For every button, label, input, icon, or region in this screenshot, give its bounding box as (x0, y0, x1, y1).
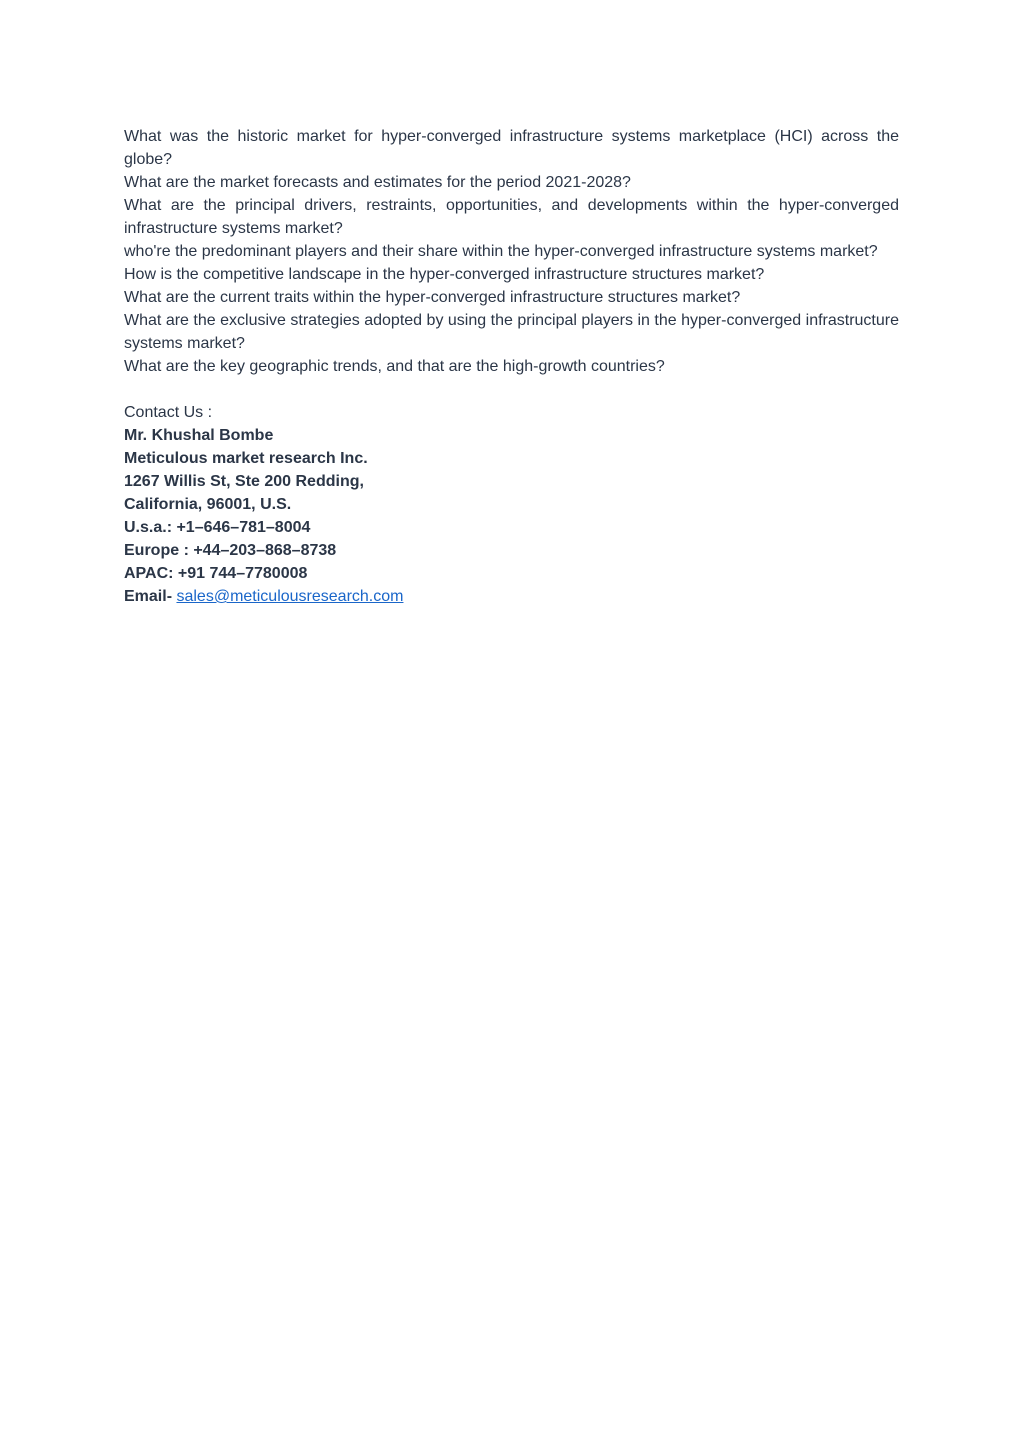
question-item: What are the principal drivers, restraints, opportunities, and developments within the hyper-converged infrastructure systems market? (124, 197, 899, 237)
question-item: What are the current traits within the hyper-converged infrastructure structures market? (124, 289, 741, 306)
contact-apac-phone: APAC: +91 744–7780008 (124, 565, 308, 582)
contact-heading: Contact Us : (124, 404, 213, 421)
contact-company: Meticulous market research Inc. (124, 450, 368, 467)
contact-name: Mr. Khushal Bombe (124, 427, 274, 444)
question-item: What are the key geographic trends, and that are the high-growth countries? (124, 358, 665, 375)
contact-email-row (124, 585, 899, 608)
contact-block (124, 401, 899, 608)
question-item: who're the predominant players and their share within the hyper-converged infrastructure systems market? (124, 243, 878, 260)
contact-email-label: Email- (124, 588, 173, 605)
question-item: What was the historic market for hyper-converged infrastructure systems marketplace (HCI) across the globe? (124, 128, 899, 168)
question-item: What are the market forecasts and estimates for the period 2021-2028? (124, 174, 631, 191)
document-page (124, 125, 899, 608)
contact-usa-phone: U.s.a.: +1–646–781–8004 (124, 519, 311, 536)
contact-address-line1: 1267 Willis St, Ste 200 Redding, (124, 473, 364, 490)
question-item: What are the exclusive strategies adopted by using the principal players in the hyper-converged infrastructure systems market? (124, 312, 899, 352)
question-item: How is the competitive landscape in the hyper-converged infrastructure structures market? (124, 266, 765, 283)
contact-address-line2: California, 96001, U.S. (124, 496, 292, 513)
questions-list (124, 125, 899, 378)
section-spacer (124, 378, 899, 401)
contact-email-link[interactable]: sales@meticulousresearch.com (176, 588, 404, 605)
contact-europe-phone: Europe : +44–203–868–8738 (124, 542, 337, 559)
